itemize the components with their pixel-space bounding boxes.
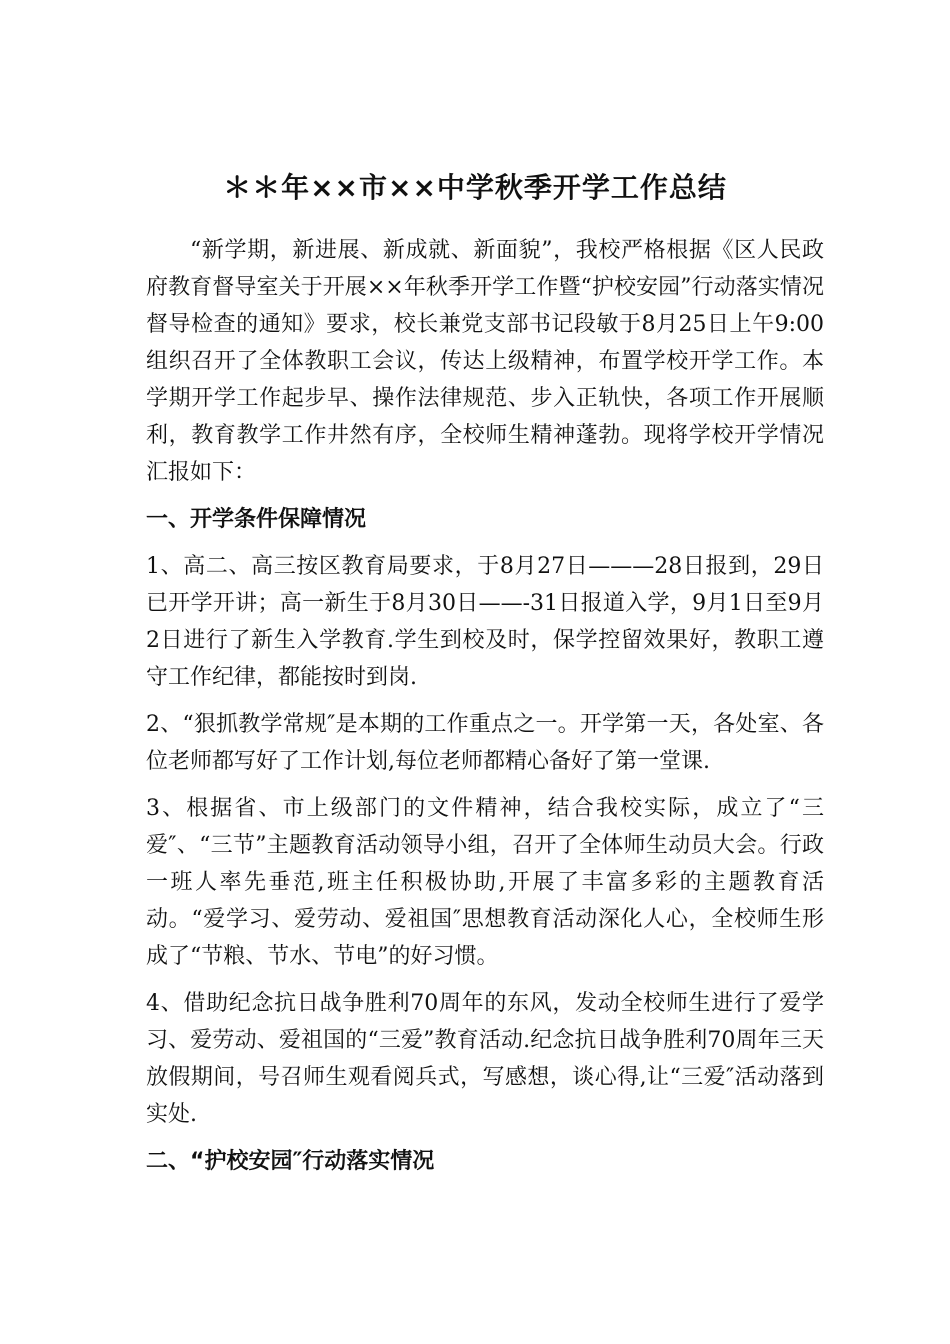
document-title: ＊＊年××市××中学秋季开学工作总结	[223, 171, 727, 204]
list-item: 3、根据省、市上级部门的文件精神，结合我校实际，成立了“三爱″、“三节”主题教育活动领导小组，召开了全体师生动员大会。行政一班人率先垂范,班主任积极协助,开展了丰富多彩的主题教育活动。“爱学习、爱劳动、爱祖国″思想教育活动深化人心，全校师生形成了“节粮、节水、节电”的好习惯。	[146, 796, 824, 969]
intro-paragraph: “新学期，新进展、新成就、新面貌”，我校严格根据《区人民政府教育督导室关于开展××年秋季开学工作暨“护校安园”行动落实情况督导检查的通知》要求，校长兼党支部书记段敏于8月25日上午9:00组织召开了全体教职工会议，传达上级精神，布置学校开学工作。本学期开学工作起步早、操作法律规范、步入正轨快，各项工作开展顺利，教育教学工作井然有序，全校师生精神蓬勃。现将学校开学情况汇报如下：	[146, 238, 824, 485]
list-item: 2、“狠抓教学常规″是本期的工作重点之一。开学第一天，各处室、各位老师都写好了工作计划,每位老师都精心备好了第一堂课.	[146, 712, 824, 774]
list-item: 4、借助纪念抗日战争胜利70周年的东风，发动全校师生进行了爱学习、爱劳动、爱祖国的“三爱”教育活动.纪念抗日战争胜利70周年三天放假期间，号召师生观看阅兵式，写感想，谈心得,让“三爱″活动落到实处.	[146, 991, 824, 1127]
section-heading-1: 一、开学条件保障情况	[146, 507, 367, 532]
section-heading-2: 二、“护校安园″行动落实情况	[146, 1149, 435, 1174]
list-item: 1、高二、高三按区教育局要求，于8月27日———28日报到，29日已开学开讲；高一新生于8月30日——-31日报道入学，9月1日至9月2日进行了新生入学教育.学生到校及时，保学控留效果好，教职工遵守工作纪律，都能按时到岗.	[146, 554, 824, 690]
document-body	[146, 232, 824, 1190]
